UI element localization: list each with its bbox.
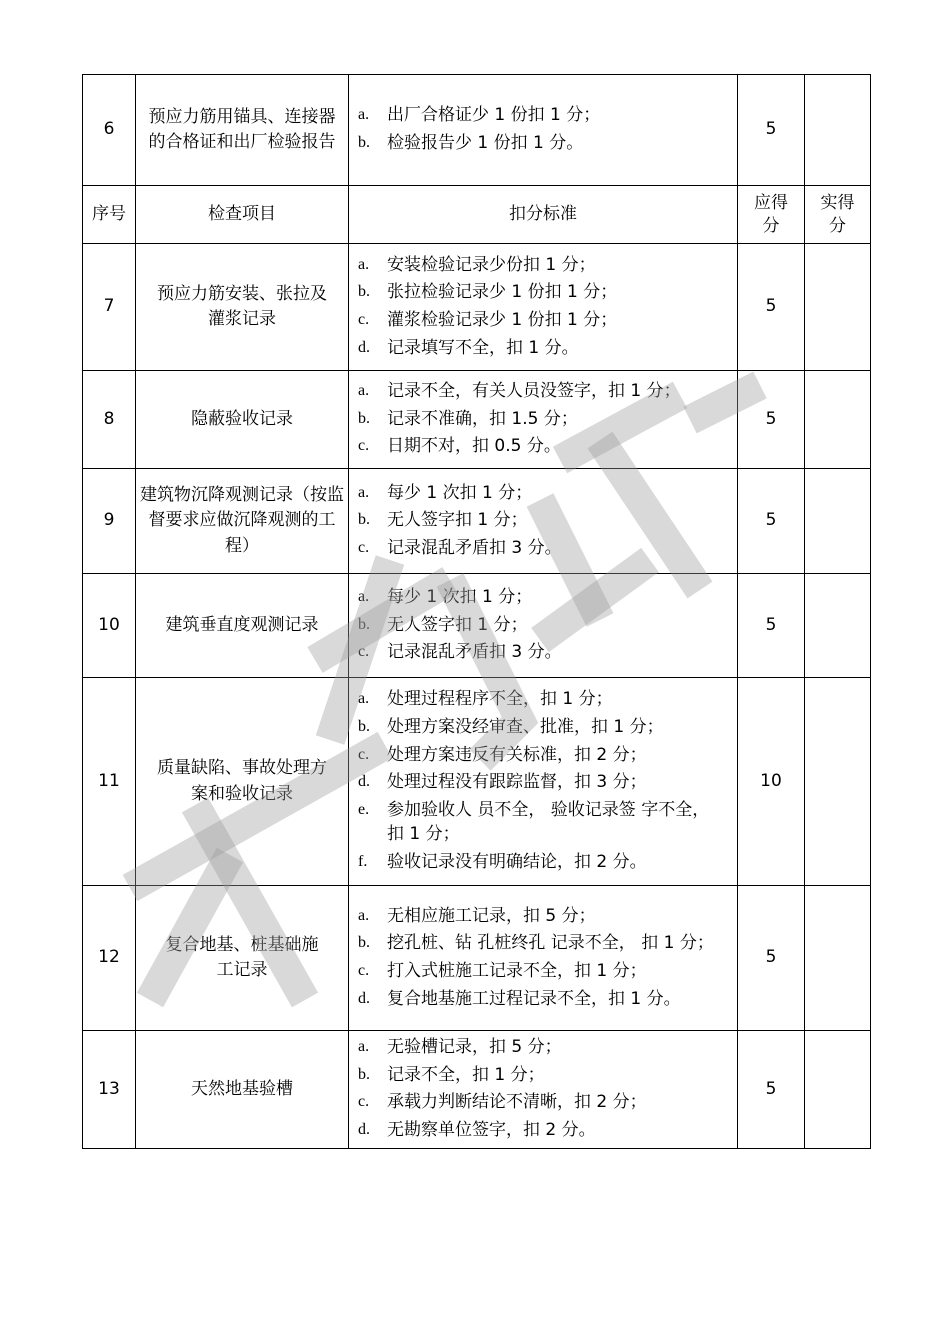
row-number: 11 [83,678,136,886]
check-item: 预应力筋用锚具、连接器的合格证和出厂检验报告 [136,75,349,186]
criteria-line [358,307,729,335]
criteria-letter: b. [358,615,370,633]
score-due: 5 [738,75,805,186]
table-row [83,1031,871,1149]
criteria-line [358,797,729,849]
criteria-text: 记录混乱矛盾扣 3 分。 [387,537,562,558]
criteria-text: 灌浆检验记录少 1 份扣 1 分； [387,310,618,330]
row-number: 9 [83,469,136,574]
criteria-text: 无人签字扣 1 分； [387,510,528,531]
criteria-text: 无人签字扣 1 分； [387,614,528,635]
row-number: 6 [83,75,136,186]
criteria-letter: a. [358,588,370,606]
score-due: 10 [738,678,805,886]
criteria-line [358,102,729,130]
row-number: 13 [83,1031,136,1149]
criteria-letter: c. [358,437,370,455]
criteria-line [358,535,729,563]
criteria-line [358,584,729,612]
score-due: 5 [738,886,805,1031]
criteria-letter: d. [358,989,370,1007]
criteria-letter: d. [358,1120,370,1138]
criteria-text: 参加验收人 员不全， 验收记录签 字不全，扣 1 分； [387,799,710,845]
score-actual [805,886,871,1031]
table-row [83,886,871,1031]
header-no: 序号 [83,186,136,244]
deduction-criteria [349,886,738,1031]
criteria-text: 每少 1 次扣 1 分； [387,587,533,608]
criteria-text: 处理过程程序不全，扣 1 分； [387,689,613,710]
header-row [83,186,871,244]
criteria-letter: b. [358,934,370,952]
criteria-text: 复合地基施工过程记录不全，扣 1 分。 [387,988,681,1009]
check-item: 隐蔽验收记录 [136,371,349,469]
table-row [83,75,871,186]
score-actual [805,469,871,574]
criteria-line [358,378,729,406]
score-due: 5 [738,244,805,371]
check-item: 预应力筋安装、张拉及灌浆记录 [136,244,349,371]
criteria-text: 处理方案没经审查、批准，扣 1 分； [387,716,664,737]
criteria-letter: b. [358,1065,370,1083]
criteria-letter: a. [358,483,370,501]
criteria-letter: b. [358,511,370,529]
criteria-text: 安装检验记录少份扣 1 分； [387,254,596,275]
table-row [83,371,871,469]
criteria-text: 记录不准确，扣 1.5 分； [387,408,578,429]
score-due: 5 [738,1031,805,1149]
criteria-letter: b. [358,717,370,735]
criteria-line [358,279,729,307]
criteria-text: 记录混乱矛盾扣 3 分。 [387,642,562,663]
criteria-line [358,406,729,434]
deduction-criteria [349,244,738,371]
score-actual [805,244,871,371]
criteria-line [358,769,729,797]
criteria-text: 打入式桩施工记录不全，扣 1 分； [387,961,647,981]
criteria-text: 挖孔桩、钻 孔桩终孔 记录不全， 扣 1 分； [387,933,714,954]
criteria-line [358,130,729,158]
score-due: 5 [738,574,805,678]
criteria-line [358,686,729,714]
criteria-letter: a. [358,255,370,273]
header-item: 检查项目 [136,186,349,244]
criteria-line [358,335,729,363]
score-actual [805,1031,871,1149]
header-score-actual [805,186,871,244]
score-actual [805,371,871,469]
check-item: 建筑物沉降观测记录（按监督要求应做沉降观测的工程） [136,469,349,574]
criteria-line [358,433,729,461]
header-criteria: 扣分标准 [349,186,738,244]
criteria-text: 无验槽记录，扣 5 分； [387,1037,562,1057]
header-score-actual-line2: 分 [829,215,846,236]
criteria-line [358,986,729,1014]
criteria-text: 处理过程没有跟踪监督，扣 3 分； [387,772,647,793]
criteria-letter: c. [358,643,370,661]
criteria-text: 记录不全，扣 1 分； [387,1064,545,1085]
row-number: 12 [83,886,136,1031]
criteria-text: 记录填写不全，扣 1 分。 [387,337,579,358]
criteria-line [358,742,729,770]
criteria-letter: b. [358,283,370,301]
criteria-letter: c. [358,311,370,328]
criteria-letter: c. [358,538,370,556]
criteria-line [358,639,729,667]
criteria-text: 记录不全，有关人员没签字，扣 1 分； [387,381,681,402]
criteria-letter: f. [358,853,368,871]
criteria-text: 处理方案违反有关标准，扣 2 分； [387,744,647,765]
criteria-line [358,930,729,958]
criteria-line [358,849,729,877]
criteria-letter: b. [358,409,370,427]
header-score-due [738,186,805,244]
table-row [83,244,871,371]
criteria-line [358,958,729,986]
deduction-criteria [349,469,738,574]
criteria-line [358,1117,729,1145]
row-number: 10 [83,574,136,678]
deduction-criteria [349,678,738,886]
check-item: 质量缺陷、事故处理方案和验收记录 [136,678,349,886]
score-actual [805,678,871,886]
criteria-text: 出厂合格证少 1 份扣 1 分； [387,105,601,126]
score-due: 5 [738,469,805,574]
criteria-line [358,1034,729,1062]
criteria-text: 检验报告少 1 份扣 1 分。 [387,133,584,153]
criteria-line [358,252,729,280]
criteria-letter: a. [358,906,370,924]
criteria-line [358,507,729,535]
criteria-line [358,480,729,508]
criteria-text: 张拉检验记录少 1 份扣 1 分； [387,282,618,303]
criteria-letter: a. [358,382,370,400]
criteria-letter: c. [358,1093,370,1111]
deduction-criteria [349,1031,738,1149]
criteria-letter: c. [358,745,370,763]
header-score-due-line2: 分 [762,215,780,236]
table-row [83,574,871,678]
check-item: 复合地基、桩基础施工记录 [136,886,349,1031]
check-item: 建筑垂直度观测记录 [136,574,349,678]
criteria-line [358,1062,729,1090]
criteria-letter: a. [358,1038,370,1055]
criteria-letter: a. [358,690,370,708]
criteria-letter: a. [358,106,370,124]
table-row [83,469,871,574]
score-due: 5 [738,371,805,469]
score-actual [805,574,871,678]
deduction-criteria [349,574,738,678]
criteria-letter: d. [358,338,370,356]
deduction-criteria [349,75,738,186]
criteria-text: 承载力判断结论不清晰，扣 2 分； [387,1092,647,1113]
criteria-text: 每少 1 次扣 1 分； [387,482,533,503]
row-number: 7 [83,244,136,371]
criteria-text: 日期不对，扣 0.5 分。 [387,436,561,457]
criteria-text: 无勘察单位签字，扣 2 分。 [387,1119,596,1140]
criteria-letter: d. [358,773,370,791]
criteria-line [358,903,729,931]
score-actual [805,75,871,186]
criteria-letter: e. [358,800,370,818]
criteria-letter: c. [358,962,370,979]
criteria-letter: b. [358,134,370,151]
criteria-line [358,1089,729,1117]
deduction-criteria [349,371,738,469]
inspection-table [82,74,871,1149]
criteria-line [358,714,729,742]
criteria-text: 验收记录没有明确结论，扣 2 分。 [387,852,647,873]
header-score-due-line1: 应得 [754,192,788,213]
criteria-line [358,612,729,640]
row-number: 8 [83,371,136,469]
check-item: 天然地基验槽 [136,1031,349,1149]
header-score-actual-line1: 实得 [820,192,855,213]
table-row [83,678,871,886]
criteria-text: 无相应施工记录，扣 5 分； [387,905,596,926]
